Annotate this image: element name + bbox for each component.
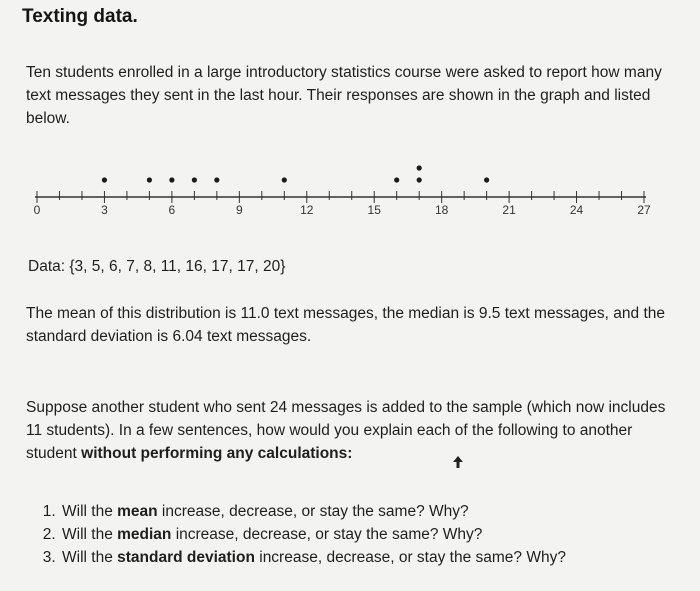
tick-label: 27 <box>637 203 651 217</box>
question-item: 3. Will the standard deviation increase, decrease, or stay the same? Why? <box>60 546 700 569</box>
data-dot <box>192 177 197 182</box>
scenario-emphasis: without performing any calculations: <box>81 445 353 462</box>
data-dot <box>214 177 219 182</box>
data-list: Data: {3, 5, 6, 7, 8, 11, 16, 17, 17, 20} <box>28 258 286 275</box>
data-dot <box>169 177 174 182</box>
tick-label: 6 <box>168 203 176 217</box>
mouse-cursor-icon <box>452 455 464 469</box>
tick-label: 15 <box>367 203 381 217</box>
tick-label: 18 <box>434 203 449 217</box>
data-dot <box>394 177 399 182</box>
tick-label: 9 <box>235 203 243 217</box>
intro-paragraph: Ten students enrolled in a large introductory statistics course were asked to report how many text messages they sent in the last hour. Their responses are shown in the graph and listed below. <box>26 64 662 127</box>
question-item: 1. Will the mean increase, decrease, or stay the same? Why? <box>60 500 700 523</box>
question-list <box>40 500 700 569</box>
data-dot <box>417 177 422 182</box>
tick-label: 0 <box>33 203 41 217</box>
data-dots <box>102 165 489 182</box>
data-dot <box>417 165 422 170</box>
dot-plot <box>0 150 700 235</box>
data-dot <box>282 177 287 182</box>
x-axis <box>34 191 651 217</box>
data-dot <box>102 177 107 182</box>
tick-label: 3 <box>101 203 108 217</box>
data-dot <box>147 177 152 182</box>
scenario-text: Suppose another student who sent 24 messages is added to the sample (which now includes 11 students). In a few sentences, how would you explain each of the following to another student <box>26 399 666 462</box>
data-dot <box>484 177 489 182</box>
page-title: Texting data. <box>22 6 138 27</box>
tick-label: 21 <box>502 203 516 217</box>
question-item: 2. Will the median increase, decrease, or stay the same? Why? <box>60 523 700 546</box>
summary-paragraph: The mean of this distribution is 11.0 text messages, the median is 9.5 text messages, and the standard deviation is 6.04 text messages. <box>26 305 665 345</box>
scenario-paragraph <box>26 396 676 465</box>
tick-label: 12 <box>300 203 314 217</box>
tick-label: 24 <box>569 203 584 217</box>
